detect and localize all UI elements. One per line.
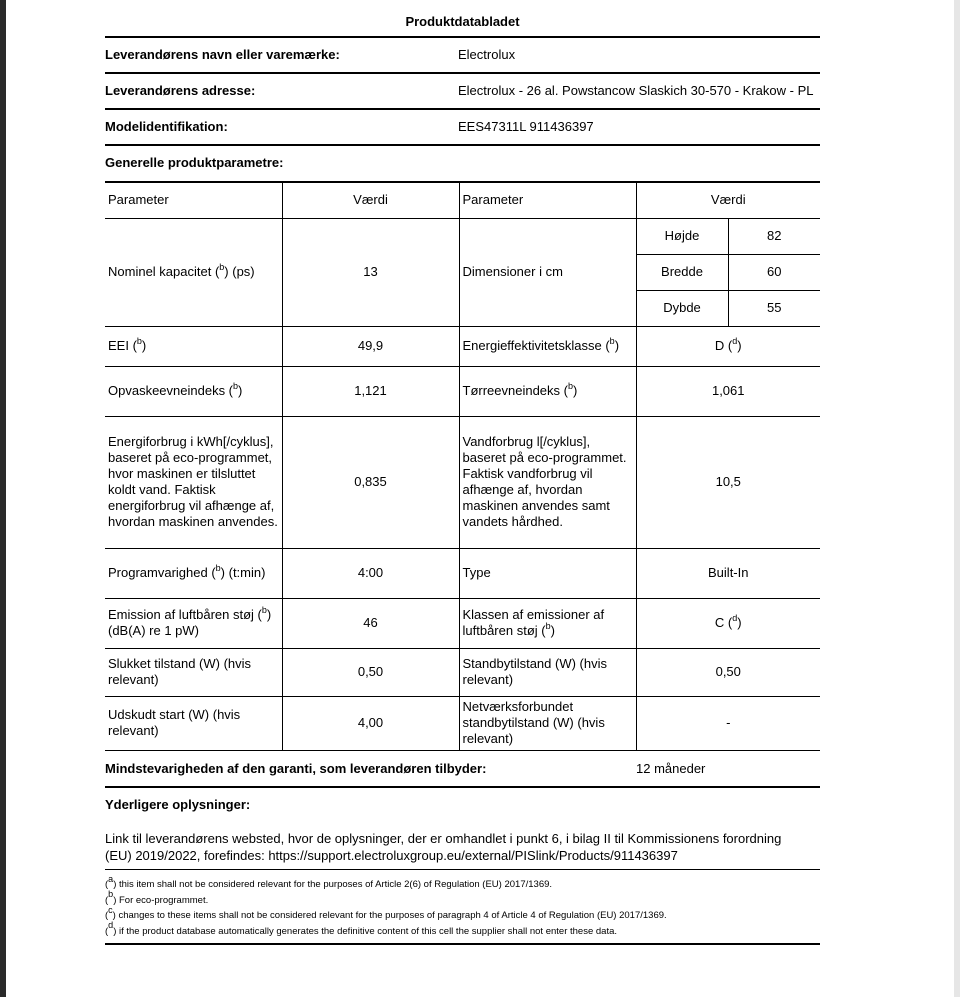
- capacity-label: Nominel kapacitet ($^b$) (ps): [105, 218, 282, 326]
- energy-consumption-label: Energiforbrug i kWh[/cyklus], baseret på eco-programmet, hvor maskinen er tilsluttet koldt vand. Faktisk energiforbrug vil afhænge af, hvordan maskinen anvendes.: [105, 416, 282, 548]
- divider: [105, 36, 820, 38]
- delay-start-label: Udskudt start (W) (hvis relevant): [105, 696, 282, 750]
- delay-start-value: 4,00: [282, 696, 459, 750]
- supplier-name-label: Leverandørens navn eller varemærke:: [105, 47, 340, 62]
- eei-value: 49,9: [282, 326, 459, 366]
- energy-class-label: Energieffektivitetsklasse ($^b$): [459, 326, 636, 366]
- additional-info-line-1: Link til leverandørens websted, hvor de oplysninger, der er omhandlet i punkt 6, i bilag II til Kommissionens forordning: [105, 831, 782, 846]
- table-row: [105, 648, 820, 696]
- table-row: [105, 548, 820, 598]
- energy-class-value: D ($^d$): [636, 326, 820, 366]
- supplier-name-row: [105, 47, 820, 67]
- type-value: Built-In: [636, 548, 820, 598]
- model-id-value: EES47311L 911436397: [458, 119, 594, 134]
- networked-standby-label: Netværksforbundet standbytilstand (W) (hvis relevant): [459, 696, 636, 750]
- width-value: 60: [728, 254, 820, 290]
- warranty-value: 12 måneder: [636, 761, 706, 776]
- networked-standby-value: -: [636, 696, 820, 750]
- warranty-label: Mindstevarigheden af den garanti, som leverandøren tilbyder:: [105, 761, 487, 776]
- off-mode-label: Slukket tilstand (W) (hvis relevant): [105, 648, 282, 696]
- cleaning-index-value: 1,121: [282, 366, 459, 416]
- supplier-address-row: [105, 83, 820, 103]
- divider: [105, 72, 820, 74]
- footnote-a: ($^a$) this item shall not be considered relevant for the purposes of Article 2(6) of Regulation (EU) 2017/1369.: [105, 873, 553, 890]
- header-parameter: Parameter: [105, 182, 282, 218]
- parameters-table: [105, 181, 820, 751]
- viewer-right-edge: [954, 0, 960, 997]
- document-title: Produktdatabladet: [405, 14, 520, 29]
- additional-info-line-2: (EU) 2019/2022, forefindes: https://support.electroluxgroup.eu/external/PISlink/Products/911436397: [105, 848, 678, 863]
- divider: [105, 144, 820, 146]
- energy-consumption-value: 0,835: [282, 416, 459, 548]
- program-duration-label: Programvarighed ($^b$) (t:min): [105, 548, 282, 598]
- footnote-b: ($^b$) For eco-programmet.: [105, 889, 209, 906]
- depth-label: Dybde: [636, 290, 728, 326]
- capacity-value: 13: [282, 218, 459, 326]
- eei-label: EEI ($^b$): [105, 326, 282, 366]
- off-mode-value: 0,50: [282, 648, 459, 696]
- divider: [105, 786, 820, 788]
- footnote-c: ($^c$) changes to these items shall not be considered relevant for the purposes of paragraph 4 of Article 4 of Regulation (EU) 2017/1369.: [105, 904, 667, 921]
- table-row: [105, 366, 820, 416]
- type-label: Type: [459, 548, 636, 598]
- additional-info-heading: Yderligere oplysninger:: [105, 797, 251, 812]
- cleaning-index-label: Opvaskeevneindeks ($^b$): [105, 366, 282, 416]
- divider: [105, 108, 820, 110]
- height-label: Højde: [636, 218, 728, 254]
- dimensions-label: Dimensioner i cm: [459, 218, 636, 326]
- supplier-address-value: Electrolux - 26 al. Powstancow Slaskich 30-570 - Krakow - PL: [458, 83, 814, 98]
- general-parameters-heading: Generelle produktparametre:: [105, 155, 284, 170]
- drying-index-value: 1,061: [636, 366, 820, 416]
- noise-class-value: C ($^d$): [636, 598, 820, 648]
- footnotes: [105, 873, 820, 939]
- depth-value: 55: [728, 290, 820, 326]
- supplier-name-value: Electrolux: [458, 47, 516, 62]
- table-row: [105, 416, 820, 548]
- viewer-left-edge: [0, 0, 6, 997]
- program-duration-value: 4:00: [282, 548, 459, 598]
- drying-index-label: Tørreevneindeks ($^b$): [459, 366, 636, 416]
- table-row: [105, 326, 820, 366]
- table-row: [105, 598, 820, 648]
- width-label: Bredde: [636, 254, 728, 290]
- table-header-row: [105, 182, 820, 218]
- noise-emission-label: Emission af luftbåren støj ($^b$) (dB(A) re 1 pW): [105, 598, 282, 648]
- header-parameter-2: Parameter: [459, 182, 636, 218]
- standby-mode-label: Standbytilstand (W) (hvis relevant): [459, 648, 636, 696]
- table-row: [105, 696, 820, 750]
- footnote-d: ($^d$) if the product database automatically generates the definitive content of this cell the supplier shall not enter these data.: [105, 920, 618, 937]
- header-value-2: Værdi: [636, 182, 820, 218]
- divider: [105, 869, 820, 870]
- additional-info-text: [105, 830, 820, 864]
- supplier-address-label: Leverandørens adresse:: [105, 83, 256, 98]
- water-consumption-label: Vandforbrug l[/cyklus], baseret på eco-programmet. Faktisk vandforbrug vil afhænge af, hvordan maskinen anvendes samt vandets hårdhed.: [459, 416, 636, 548]
- noise-emission-value: 46: [282, 598, 459, 648]
- divider: [105, 943, 820, 945]
- height-value: 82: [728, 218, 820, 254]
- water-consumption-value: 10,5: [636, 416, 820, 548]
- standby-mode-value: 0,50: [636, 648, 820, 696]
- noise-class-label: Klassen af emissioner af luftbåren støj ($^b$): [459, 598, 636, 648]
- table-row: [105, 218, 820, 254]
- model-id-row: [105, 119, 820, 139]
- header-value: Værdi: [282, 182, 459, 218]
- model-id-label: Modelidentifikation:: [105, 119, 228, 134]
